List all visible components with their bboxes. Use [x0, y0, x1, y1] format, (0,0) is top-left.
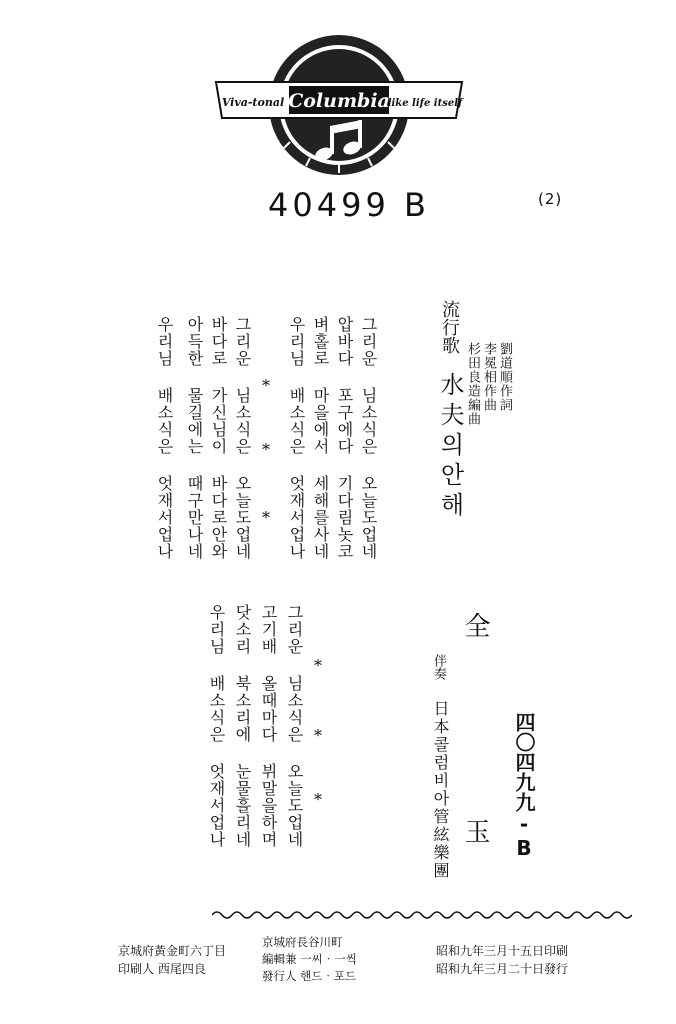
lyric-line: 그리운 님소식은 오늘도업네: [285, 604, 304, 848]
lyric-line: 바다로 가신님이 바다로안와: [209, 316, 228, 560]
lyric-line: 압바다 포구에다 기다림놋코: [335, 316, 354, 560]
side-number: (2): [538, 190, 563, 208]
logo-left-motto: Viva-tonal: [221, 96, 285, 109]
asterisk-icon: *: [262, 508, 270, 527]
asterisk-icon: *: [314, 726, 322, 745]
colophon-printer-name: 印刷人 西尾四良: [118, 962, 206, 976]
colophon-print-date: 昭和九年三月十五日印刷: [436, 944, 569, 958]
colophon-publisher-address: 京城府長谷川町: [262, 935, 343, 949]
lyric-line: 고기배 올때마다 뷔말을하며: [259, 604, 278, 848]
lyric-line: 우리님 배소식은 엇재서업나: [155, 316, 174, 560]
asterisk-icon: *: [314, 790, 322, 809]
wavy-divider: [212, 908, 632, 922]
colophon-publisher: [262, 934, 357, 985]
colophon-publish-date: 昭和九年三月二十日發行: [436, 962, 569, 976]
colophon-printer-address: 京城府黃金町六丁目: [118, 944, 227, 958]
colophon-printer: [118, 942, 226, 978]
orchestra-name: 日本콜럼비아管絃樂團: [431, 700, 450, 880]
colophon-publisher-name: 發行人 핸드‧포드: [262, 969, 357, 983]
colophon-editor: 編輯兼 一씨‧一씩: [262, 952, 357, 966]
singer-name: 全玉: [460, 612, 490, 1024]
asterisk-icon: *: [262, 376, 270, 395]
logo-brand: Columbia: [288, 90, 390, 112]
lyric-line: 벼홀로 마을에서 세해를사네: [311, 316, 330, 560]
lyric-line: 우리님 배소식은 엇재서업나: [207, 604, 226, 848]
lyric-line: 그리운 님소식은 오늘도업네: [359, 316, 378, 560]
credit-lyricist: 劉道順作詞: [497, 342, 512, 412]
lyric-line: 아득한 물길에는 때구만나네: [185, 316, 204, 560]
accompaniment-label: 伴奏: [431, 654, 446, 680]
song-title: 水夫의안해: [436, 372, 464, 522]
lyric-line: 닷소리 북소리에 눈물흘리네: [233, 604, 252, 848]
catalog-number-kanji: 四〇四九九-B: [512, 712, 536, 860]
song-genre: 流行歌: [439, 300, 460, 354]
colophon-dates: [436, 942, 568, 978]
credit-composer: 李冕相作曲: [481, 342, 496, 412]
credit-arranger: 杉田良造編曲: [465, 342, 480, 426]
lyric-line: 우리님 배소식은 엇재서업나: [287, 316, 306, 560]
asterisk-icon: *: [314, 656, 322, 675]
logo-right-motto: like life itself: [387, 98, 463, 109]
asterisk-icon: *: [262, 440, 270, 459]
lyric-line: 그리운 님소식은 오늘도업네: [233, 316, 252, 560]
catalog-number: 40499 B: [268, 186, 430, 224]
columbia-logo: [206, 30, 472, 180]
columbia-logo-graphic: [206, 30, 472, 180]
